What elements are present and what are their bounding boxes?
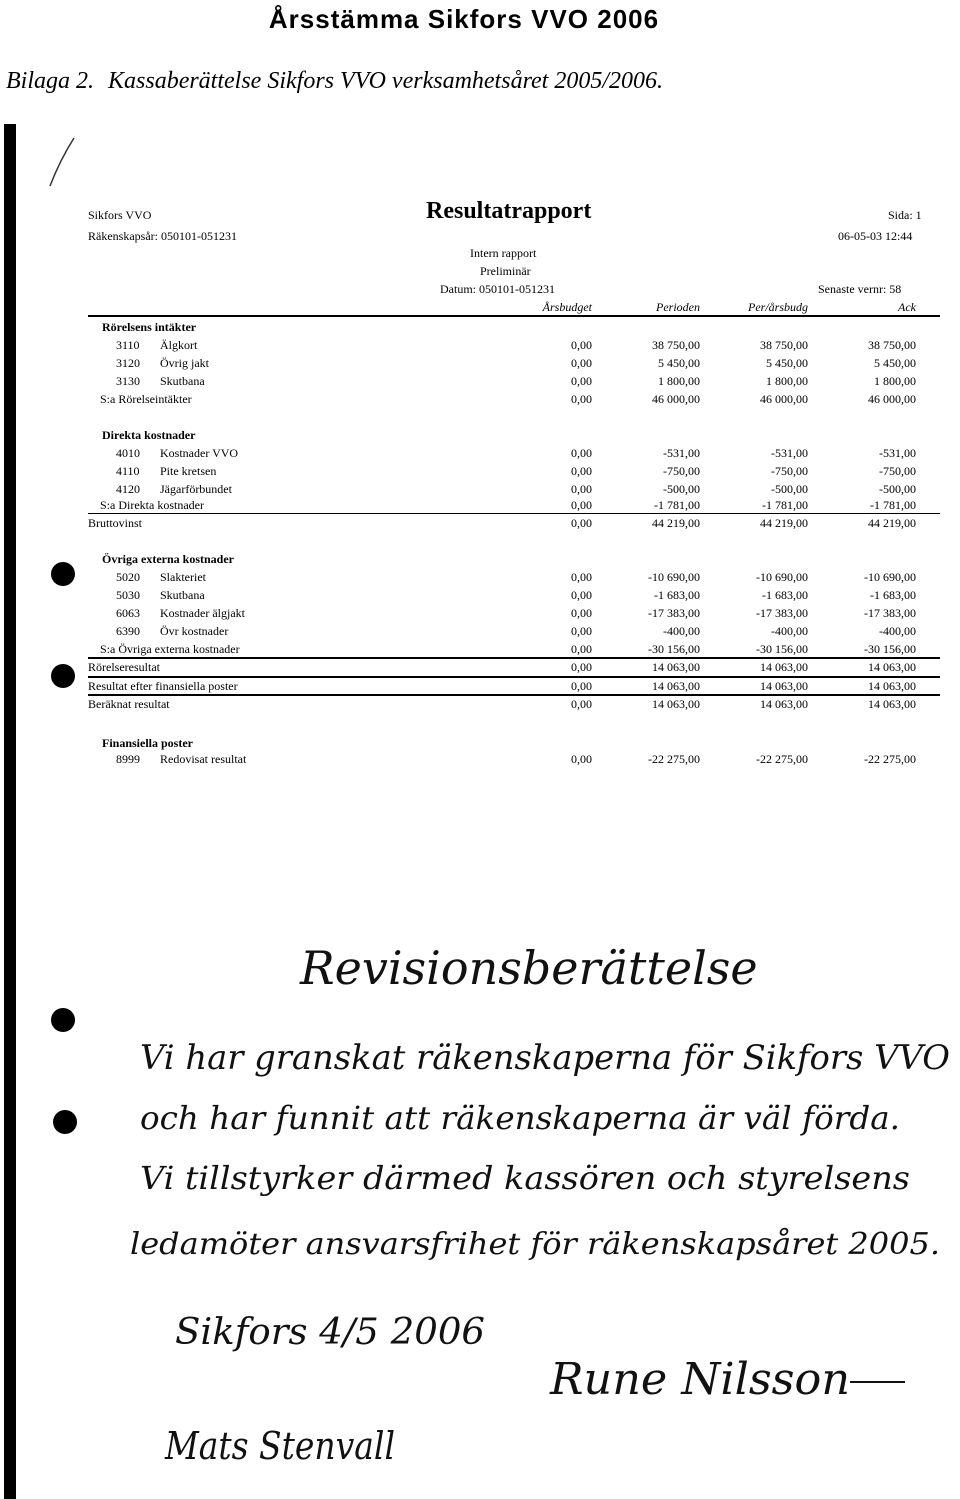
- header-rule: [88, 315, 940, 317]
- value-cell: -22 275,00: [756, 752, 808, 766]
- report-fiscal-year: Räkenskapsår: 050101-051231: [88, 229, 237, 243]
- account-code: 4120: [116, 482, 140, 496]
- pen-mark: [44, 134, 84, 190]
- value-cell: 0,00: [571, 660, 592, 674]
- value-cell: 0,00: [571, 588, 592, 602]
- value-cell: -22 275,00: [648, 752, 700, 766]
- value-cell: -10 690,00: [756, 570, 808, 584]
- account-code: 8999: [116, 752, 140, 766]
- value-cell: 38 750,00: [760, 338, 808, 352]
- account-code: 5020: [116, 570, 140, 584]
- value-cell: 0,00: [571, 679, 592, 693]
- sum-label: S:a Rörelseintäkter: [100, 392, 192, 406]
- scanned-report-page: [0, 124, 960, 1499]
- value-cell: -30 156,00: [756, 642, 808, 656]
- report-printed: 06-05-03 12:44: [838, 229, 913, 243]
- value-cell: 44 219,00: [760, 516, 808, 530]
- value-cell: 0,00: [571, 374, 592, 388]
- value-cell: 0,00: [571, 624, 592, 638]
- account-code: 3130: [116, 374, 140, 388]
- value-cell: -500,00: [771, 482, 808, 496]
- scan-edge-bar: [4, 124, 16, 1499]
- value-cell: -22 275,00: [864, 752, 916, 766]
- value-cell: 46 000,00: [868, 392, 916, 406]
- section-heading: Direkta kostnader: [102, 428, 196, 442]
- value-cell: 14 063,00: [760, 697, 808, 711]
- account-label: Jägarförbundet: [160, 482, 232, 496]
- account-label: Skutbana: [160, 588, 205, 602]
- account-label: Kostnader VVO: [160, 446, 239, 460]
- value-cell: -30 156,00: [648, 642, 700, 656]
- value-cell: 0,00: [571, 464, 592, 478]
- value-cell: 0,00: [571, 606, 592, 620]
- sum-label: S:a Övriga externa kostnader: [100, 642, 240, 656]
- value-cell: -400,00: [879, 624, 916, 638]
- appendix-description: Kassaberättelse Sikfors VVO verksamhetsåret 2005/2006.: [108, 68, 663, 94]
- account-code: 6390: [116, 624, 140, 638]
- value-cell: -1 781,00: [654, 498, 700, 512]
- handwritten-audit-statement: [60, 924, 960, 1494]
- value-cell: 46 000,00: [760, 392, 808, 406]
- value-cell: 46 000,00: [652, 392, 700, 406]
- value-cell: -531,00: [771, 446, 808, 460]
- value-cell: -400,00: [771, 624, 808, 638]
- value-cell: 14 063,00: [760, 660, 808, 674]
- column-header: Årsbudget: [542, 300, 592, 314]
- sum-label: S:a Direkta kostnader: [100, 498, 204, 512]
- value-cell: -17 383,00: [864, 606, 916, 620]
- audit-place-date: Sikfors 4/5 2006: [175, 1312, 485, 1353]
- report-date-range: Datum: 050101-051231: [440, 282, 555, 296]
- value-cell: 14 063,00: [868, 697, 916, 711]
- column-header: Ack: [898, 300, 916, 314]
- account-label: Övrig jakt: [160, 356, 209, 370]
- value-cell: 0,00: [571, 356, 592, 370]
- account-label: Övr kostnader: [160, 624, 229, 638]
- value-cell: 14 063,00: [760, 679, 808, 693]
- value-cell: -10 690,00: [864, 570, 916, 584]
- value-cell: -30 156,00: [864, 642, 916, 656]
- section-heading: Rörelsens intäkter: [102, 320, 197, 334]
- value-cell: 5 450,00: [766, 356, 808, 370]
- account-label: Älgkort: [160, 338, 198, 352]
- value-cell: 1 800,00: [766, 374, 808, 388]
- value-cell: -1 683,00: [762, 588, 808, 602]
- value-cell: -1 781,00: [870, 498, 916, 512]
- total-label: Bruttovinst: [88, 516, 143, 530]
- value-cell: 0,00: [571, 697, 592, 711]
- value-cell: -750,00: [879, 464, 916, 478]
- account-code: 4010: [116, 446, 140, 460]
- value-cell: 1 800,00: [874, 374, 916, 388]
- value-cell: -10 690,00: [648, 570, 700, 584]
- value-cell: 0,00: [571, 642, 592, 656]
- value-cell: -400,00: [663, 624, 700, 638]
- account-label: Pite kretsen: [160, 464, 217, 478]
- value-cell: 5 450,00: [874, 356, 916, 370]
- audit-line: Vi har granskat räkenskaperna för Sikfors VVO: [140, 1038, 951, 1078]
- value-cell: 44 219,00: [652, 516, 700, 530]
- value-cell: 14 063,00: [652, 697, 700, 711]
- value-cell: 38 750,00: [868, 338, 916, 352]
- value-cell: 0,00: [571, 446, 592, 460]
- account-code: 5030: [116, 588, 140, 602]
- report-preliminary: Preliminär: [480, 264, 531, 278]
- value-cell: 14 063,00: [868, 679, 916, 693]
- report-intern: Intern rapport: [470, 246, 537, 260]
- value-cell: 0,00: [571, 482, 592, 496]
- audit-line: Vi tillstyrker därmed kassören och styrelsens: [140, 1159, 911, 1197]
- column-header: Perioden: [656, 300, 700, 314]
- report-org: Sikfors VVO: [88, 208, 152, 222]
- signature-rune-nilsson: [549, 1354, 905, 1405]
- value-cell: -17 383,00: [648, 606, 700, 620]
- row-rule: [88, 513, 940, 514]
- column-header: Per/årsbudg: [748, 300, 808, 314]
- account-label: Kostnader älgjakt: [160, 606, 245, 620]
- account-code: 3120: [116, 356, 140, 370]
- report-page: Sida: 1: [888, 208, 922, 222]
- value-cell: -500,00: [879, 482, 916, 496]
- value-cell: 38 750,00: [652, 338, 700, 352]
- value-cell: -1 683,00: [654, 588, 700, 602]
- row-rule: [88, 657, 940, 659]
- value-cell: -17 383,00: [756, 606, 808, 620]
- account-code: 4110: [116, 464, 140, 478]
- account-label: Skutbana: [160, 374, 205, 388]
- value-cell: 1 800,00: [658, 374, 700, 388]
- row-rule: [88, 694, 940, 696]
- appendix-label: Bilaga 2.: [6, 68, 94, 94]
- value-cell: 0,00: [571, 570, 592, 584]
- value-cell: 0,00: [571, 498, 592, 512]
- signature-mats-stenvall: Mats Stenvall: [164, 1424, 395, 1468]
- value-cell: 0,00: [571, 392, 592, 406]
- value-cell: 14 063,00: [652, 660, 700, 674]
- report-last-version: Senaste vernr: 58: [818, 282, 902, 296]
- section-heading: Finansiella poster: [102, 736, 194, 750]
- document-subtitle: [6, 68, 663, 95]
- audit-line: och har funnit att räkenskaperna är väl förda.: [140, 1099, 900, 1137]
- total-label: Beräknat resultat: [88, 697, 170, 711]
- row-rule: [88, 676, 940, 678]
- signature-text: Rune Nilsson: [548, 1354, 850, 1405]
- value-cell: -1 781,00: [762, 498, 808, 512]
- value-cell: -750,00: [663, 464, 700, 478]
- value-cell: 5 450,00: [658, 356, 700, 370]
- value-cell: -750,00: [771, 464, 808, 478]
- account-label: Redovisat resultat: [160, 752, 247, 766]
- account-label: Slakteriet: [160, 570, 206, 584]
- total-label: Rörelseresultat: [88, 660, 160, 674]
- audit-line: ledamöter ansvarsfrihet för räkenskapsåret 2005.: [130, 1227, 940, 1262]
- value-cell: 0,00: [571, 516, 592, 530]
- value-cell: -1 683,00: [870, 588, 916, 602]
- value-cell: -531,00: [663, 446, 700, 460]
- value-cell: 14 063,00: [652, 679, 700, 693]
- total-label: Resultat efter finansiella poster: [88, 679, 238, 693]
- value-cell: -531,00: [879, 446, 916, 460]
- audit-heading: Revisionsberättelse: [300, 941, 758, 995]
- account-code: 6063: [116, 606, 140, 620]
- value-cell: 14 063,00: [868, 660, 916, 674]
- value-cell: -500,00: [663, 482, 700, 496]
- punch-hole: [51, 562, 75, 586]
- value-cell: 0,00: [571, 338, 592, 352]
- value-cell: 0,00: [571, 752, 592, 766]
- account-code: 3110: [116, 338, 140, 352]
- section-heading: Övriga externa kostnader: [102, 552, 234, 566]
- report-title: Resultatrapport: [426, 198, 592, 224]
- punch-hole: [51, 664, 75, 688]
- document-title: Årsstämma Sikfors VVO 2006: [268, 4, 660, 34]
- value-cell: 44 219,00: [868, 516, 916, 530]
